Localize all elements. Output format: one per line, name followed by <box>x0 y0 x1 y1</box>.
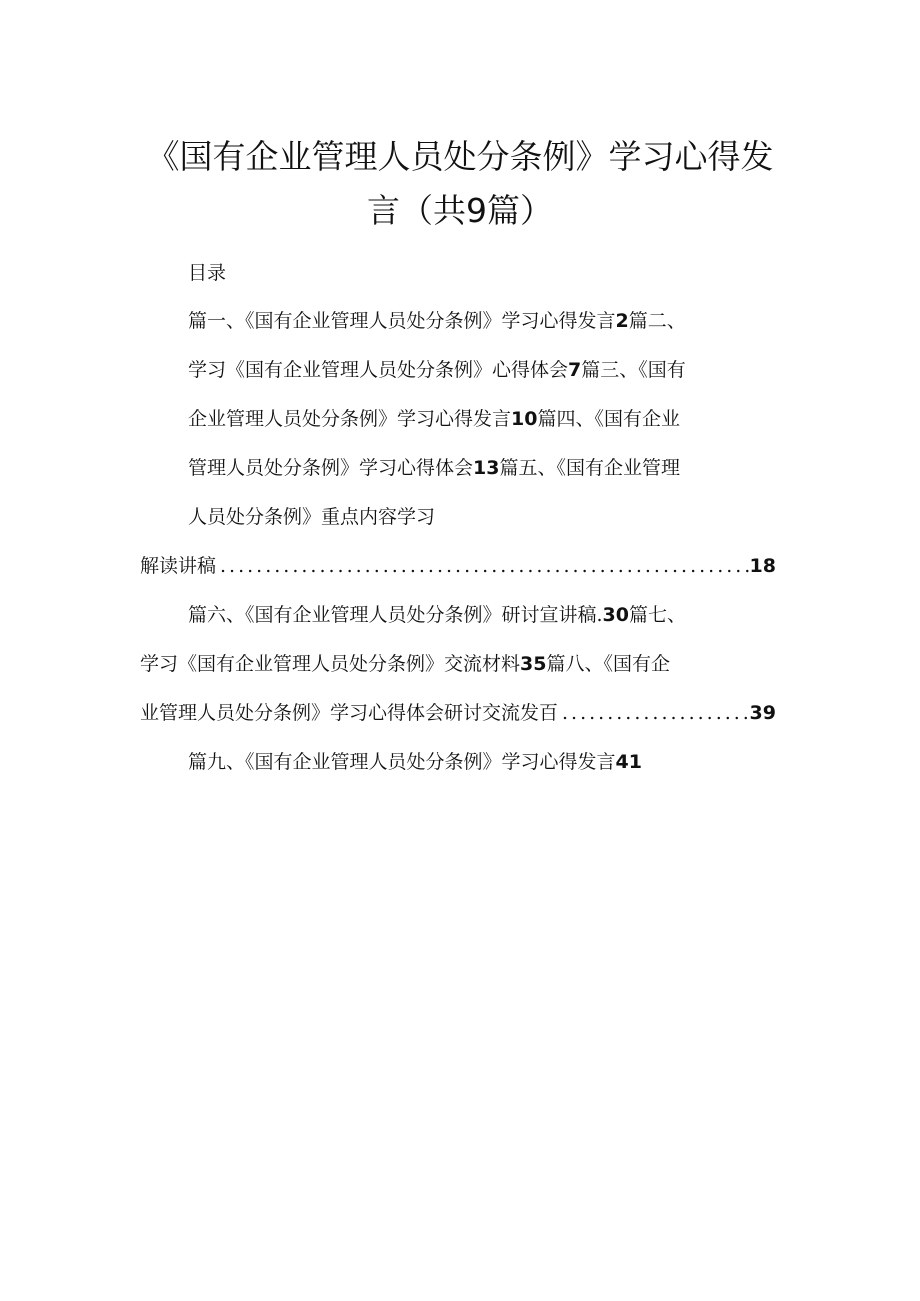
toc-entry-text: 篇七、 <box>629 604 687 626</box>
toc-leader-line-1 <box>140 547 800 596</box>
toc-entry-text: 学习《国有企业管理人员处分条例》交流材料 <box>140 653 521 675</box>
toc-entry-text: 篇五、《国有企业管理 <box>499 457 680 479</box>
toc-page-number: 39 <box>749 702 776 724</box>
toc-page-number: 35 <box>520 653 547 675</box>
toc-heading: 目录 <box>188 262 227 284</box>
toc-entry-text: 解读讲稿 <box>140 555 217 577</box>
toc-entry-text: 管理人员处分条例》学习心得体会 <box>188 457 474 479</box>
toc-line-4 <box>140 449 800 498</box>
toc-entry-text: 业管理人员处分条例》学习心得体会研讨交流发百 <box>140 702 559 724</box>
toc-line-6 <box>140 596 800 645</box>
toc-line-8 <box>140 743 800 792</box>
toc-entry-text: 篇三、《国有 <box>581 359 686 381</box>
toc-line-2 <box>140 351 800 400</box>
toc-page-number: 30 <box>602 604 629 626</box>
toc-entry-text: 篇二、 <box>628 310 686 332</box>
toc-page-number: 18 <box>749 555 776 577</box>
toc-page-number: 7 <box>568 359 582 381</box>
toc-line-3 <box>140 400 800 449</box>
table-of-contents <box>140 302 800 792</box>
toc-entry-text: 篇六、《国有企业管理人员处分条例》研讨宣讲稿. <box>188 604 603 626</box>
dot-leader <box>216 547 750 585</box>
toc-entry-text: 篇九、《国有企业管理人员处分条例》学习心得发言 <box>188 751 616 773</box>
toc-page-number: 41 <box>615 751 642 773</box>
toc-page-number: 13 <box>473 457 500 479</box>
toc-entry-text: 篇八、《国有企 <box>546 653 670 675</box>
toc-leader-line-2 <box>140 694 800 743</box>
toc-entry-text: 学习《国有企业管理人员处分条例》心得体会 <box>188 359 569 381</box>
toc-entry-text: 篇一、《国有企业管理人员处分条例》学习心得发言 <box>188 310 616 332</box>
document-title: 《国有企业管理人员处分条例》学习心得发言（共9篇） <box>146 137 774 230</box>
toc-entry-text: 篇四、《国有企业 <box>537 408 680 430</box>
toc-entry-text: 企业管理人员处分条例》学习心得发言 <box>188 408 512 430</box>
dot-leader <box>558 694 750 732</box>
toc-entry-text: 人员处分条例》重点内容学习 <box>188 506 436 528</box>
toc-page-number: 2 <box>615 310 629 332</box>
toc-line-5 <box>140 498 800 547</box>
toc-line-1 <box>140 302 800 351</box>
toc-line-7 <box>140 645 800 694</box>
toc-page-number: 10 <box>511 408 538 430</box>
